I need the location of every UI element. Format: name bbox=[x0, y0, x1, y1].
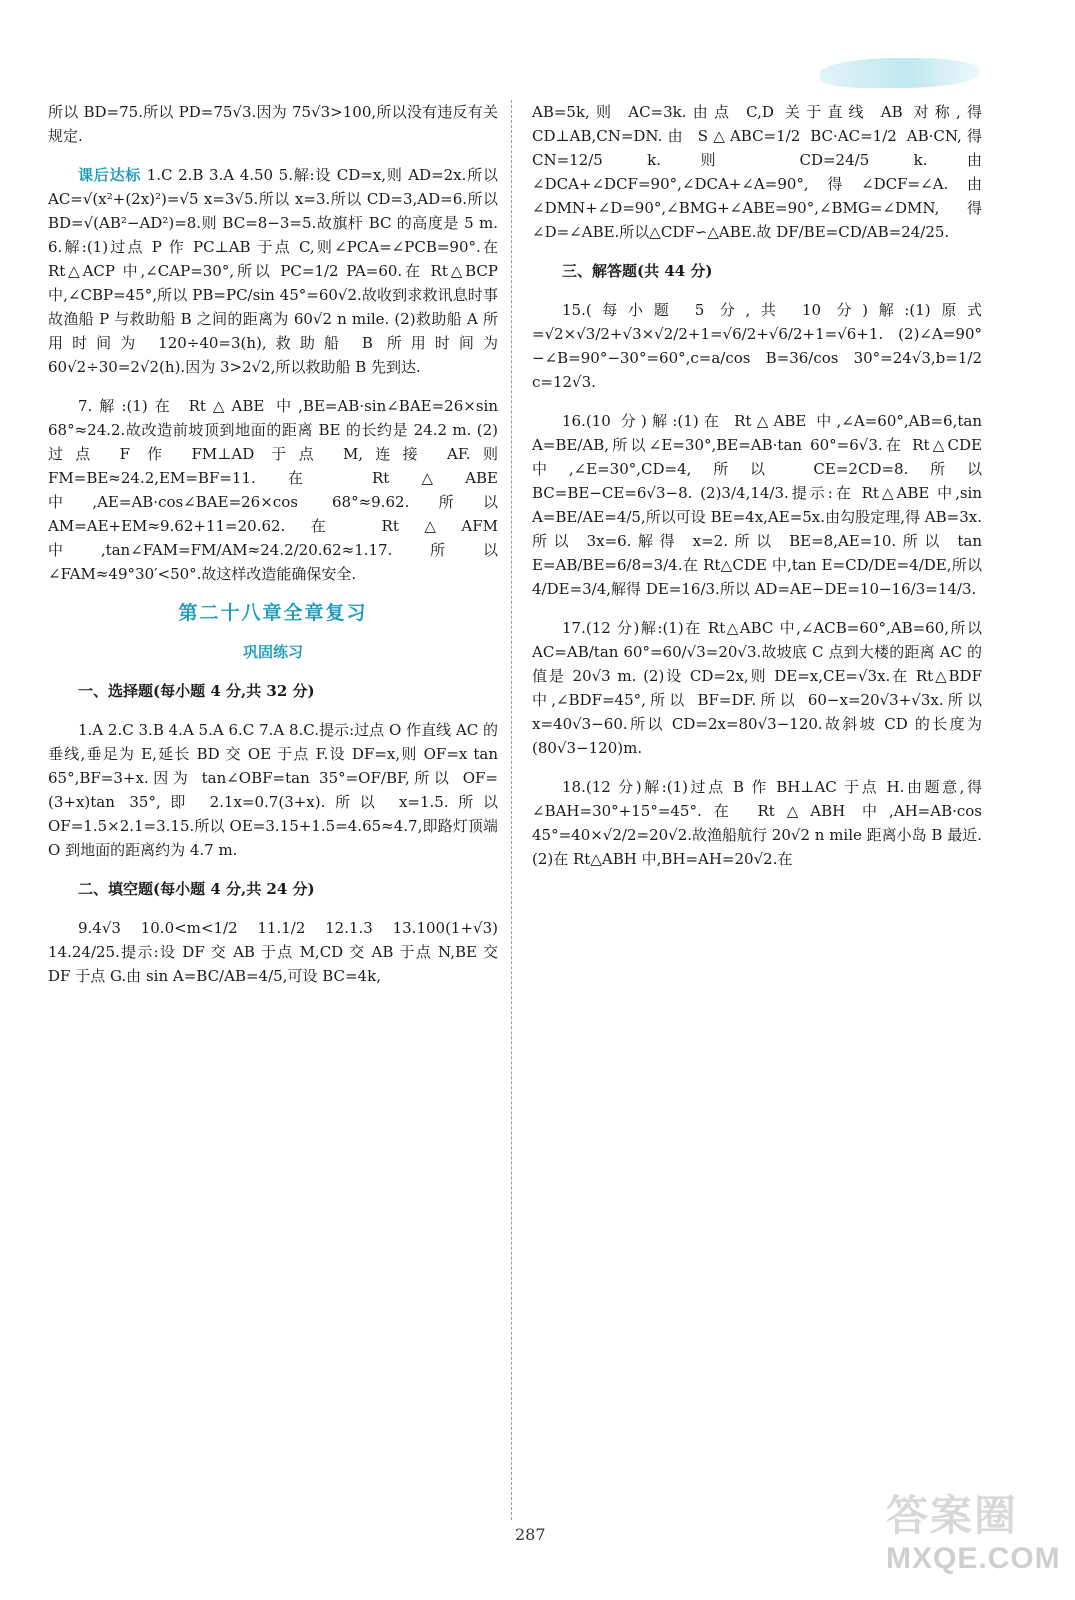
answer-paragraph: 16.(10 分)解:(1)在 Rt△ABE 中,∠A=60°,AB=6,tan A=BE/AB,所以∠E=30°,BE=AB·tan 60°=6√3.在 Rt△CDE 中,∠E=30°,CD=4,所以 CE=2CD=8.所以 BC=BE−CE=6√3−8. (2)3/4,14/3.提示:在 Rt△ABE 中,sin A=BE/AE=4/5,所以可设 BE=4x,AE=5x.由勾股定理,得 AB=3x.所以 3x=6.解得 x=2.所以 BE=8,AE=10.所以 tan E=AB/BE=6/8=3/4.在 Rt△CDE 中,tan E=CD/DE=4/DE,所以 4/DE=3/4,解得 DE=16/3.所以 AD=AE−DE=10−16/3=14/3. bbox=[532, 412, 982, 598]
watermark-bottom: MXQE.COM bbox=[886, 1542, 1061, 1575]
sub-heading: 巩固练习 bbox=[242, 643, 303, 661]
answer-paragraph bbox=[48, 163, 498, 379]
answer-paragraph: 所以 BD=75.所以 PD=75√3.因为 75√3>100,所以没有违反有关规定. bbox=[48, 103, 498, 145]
right-column bbox=[532, 100, 982, 886]
answer-paragraph: 9.4√3 10.0<m<1/2 11.1/2 12.1.3 13.100(1+√3) 14.24/25.提示:设 DF 交 AB 于点 M,CD 交 AB 于点 N,BE 交 DF 于点 G.由 sin A=BC/AB=4/5,可设 BC=4k, bbox=[48, 919, 498, 985]
watermark-logo bbox=[886, 1490, 1061, 1590]
left-column bbox=[48, 100, 498, 1003]
answer-paragraph: 7.解:(1)在 Rt△ABE 中,BE=AB·sin∠BAE=26×sin 68°≈24.2.故改造前坡顶到地面的距离 BE 的长约是 24.2 m. (2)过点 F 作 FM⊥AD 于点 M,连接 AF.则 FM=BE≈24.2,EM=BF=11.在 Rt△ABE 中,AE=AB·cos∠BAE=26×cos 68°≈9.62.所以 AM=AE+EM≈9.62+11=20.62.在 Rt△AFM 中,tan∠FAM=FM/AM≈24.2/20.62≈1.17.所以∠FAM≈49°30′<50°.故这样改造能确保安全. bbox=[48, 397, 498, 583]
answer-paragraph: AB=5k,则 AC=3k.由点 C,D 关于直线 AB 对称,得 CD⊥AB,CN=DN.由 S△ABC=1/2 BC·AC=1/2 AB·CN,得 CN=12/5 k.则 CD=24/5 k.由∠DCA+∠DCF=90°,∠DCA+∠A=90°,得∠DCF=∠A.由∠DMN+∠D=90°,∠BMG+∠ABE=90°,∠BMG=∠DMN,得∠D=∠ABE.所以△CDF∽△ABE.故 DF/BE=CD/AB=24/25. bbox=[532, 103, 982, 241]
column-divider bbox=[511, 100, 512, 1520]
header-decoration bbox=[820, 58, 980, 88]
answer-paragraph: 15.(每小题 5 分,共 10 分)解:(1)原式=√2×√3/2+√3×√2/2+1=√6/2+√6/2+1=√6+1. (2)∠A=90°−∠B=90°−30°=60°,c=a/cos B=36/cos 30°=24√3,b=1/2 c=12√3. bbox=[532, 301, 982, 391]
section-tag: 课后达标 bbox=[78, 166, 142, 184]
answer-text: 1.C 2.B 3.A 4.50 5.解:设 CD=x,则 AD=2x.所以 AC=√(x²+(2x)²)=√5 x=3√5.所以 x=3.所以 CD=3,AD=6.所以 BD=√(AB²−AD²)=8.则 BC=8−3=5.故旗杆 BC 的高度是 5 m. 6.解:(1)过点 P 作 PC⊥AB 于点 C,则∠PCA=∠PCB=90°.在 Rt△ACP 中,∠CAP=30°,所以 PC=1/2 PA=60.在 Rt△BCP 中,∠CBP=45°,所以 PB=PC/sin 45°=60√2.故收到求救讯息时事故渔船 P 与救助船 B 之间的距离为 60√2 n mile. (2)救助船 A 所用时间为 120÷40=3(h),救助船 B 所用时间为 60√2÷30=2√2(h).因为 3>2√2,所以救助船 B 先到达. bbox=[48, 166, 498, 376]
answer-paragraph: 18.(12 分)解:(1)过点 B 作 BH⊥AC 于点 H.由题意,得∠BAH=30°+15°=45°.在 Rt△ABH 中,AH=AB·cos 45°=40×√2/2=20√2.故渔船航行 20√2 n mile 距离小岛 B 最近. (2)在 Rt△ABH 中,BH=AH=20√2.在 bbox=[532, 778, 982, 868]
watermark-top: 答案圈 bbox=[886, 1492, 1019, 1539]
section-heading: 二、填空题(每小题 4 分,共 24 分) bbox=[78, 880, 315, 898]
answer-paragraph: 1.A 2.C 3.B 4.A 5.A 6.C 7.A 8.C.提示:过点 O 作直线 AC 的垂线,垂足为 E,延长 BD 交 OE 于点 F.设 DF=x,则 OF=x tan 65°,BF=3+x.因为 tan∠OBF=tan 35°=OF/BF,所以 OF=(3+x)tan 35°,即 2.1x=0.7(3+x).所以 x=1.5.所以 OF=1.5×2.1=3.15.所以 OE=3.15+1.5=4.65≈4.7,即路灯顶端 O 到地面的距离约为 4.7 m. bbox=[48, 721, 498, 859]
section-heading: 一、选择题(每小题 4 分,共 32 分) bbox=[78, 682, 315, 700]
chapter-heading: 第二十八章全章复习 bbox=[178, 602, 368, 624]
page-number: 287 bbox=[515, 1525, 546, 1544]
section-heading: 三、解答题(共 44 分) bbox=[562, 262, 713, 280]
answer-paragraph: 17.(12 分)解:(1)在 Rt△ABC 中,∠ACB=60°,AB=60,所以 AC=AB/tan 60°=60/√3=20√3.故坡底 C 点到大楼的距离 AC 的值是 20√3 m. (2)设 CD=2x,则 DE=x,CE=√3x.在 Rt△BDF 中,∠BDF=45°,所以 BF=DF.所以 60−x=20√3+√3x.所以 x=40√3−60.所以 CD=2x=80√3−120.故斜坡 CD 的长度为(80√3−120)m. bbox=[532, 619, 982, 757]
